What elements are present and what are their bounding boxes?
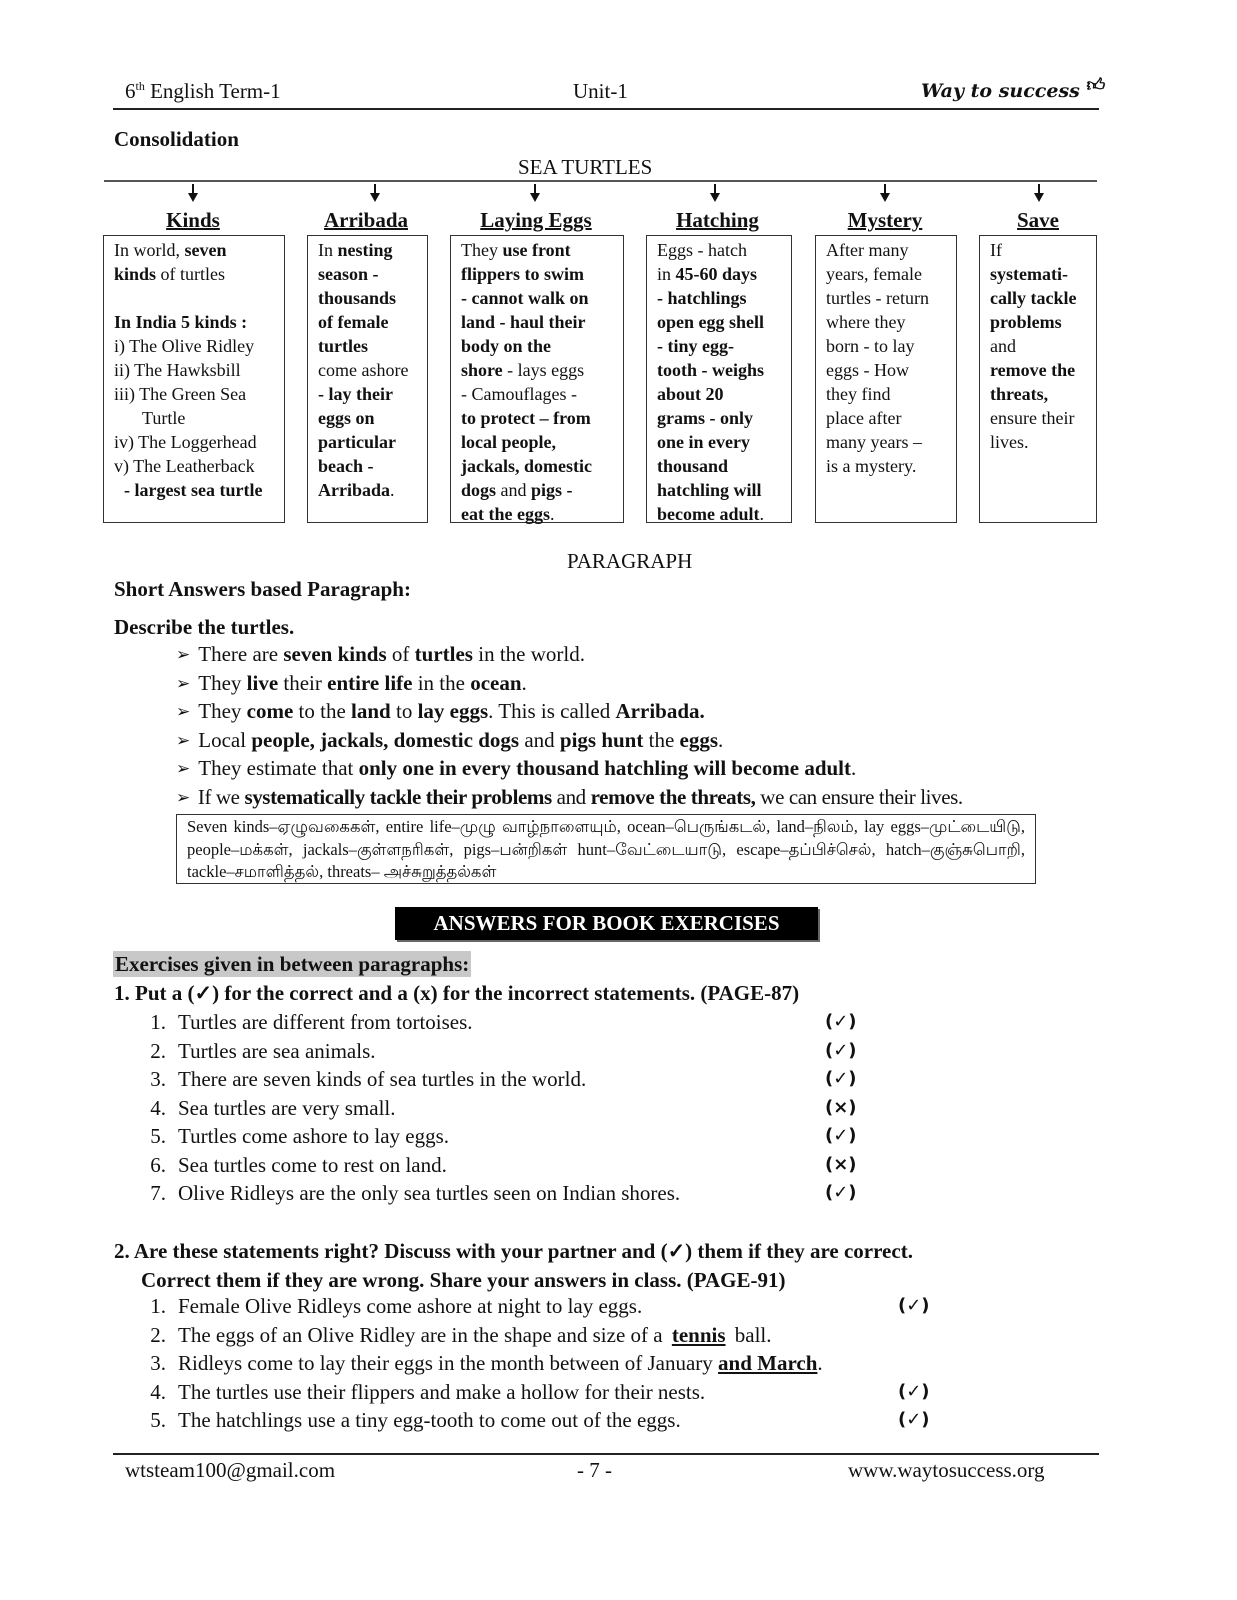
- correction-text: and March: [718, 1351, 818, 1375]
- item-number: 2.: [150, 1038, 166, 1063]
- item-number: 2.: [150, 1322, 166, 1347]
- text: In: [318, 240, 338, 260]
- bullet-item: [176, 698, 963, 727]
- highlighted-label: Exercises given in between paragraphs:: [115, 952, 470, 976]
- item-number: 1.: [150, 1294, 166, 1318]
- text: eggs: [679, 727, 719, 752]
- text: come ashore: [318, 360, 409, 380]
- text: .: [718, 727, 724, 752]
- text: we can ensure their lives.: [755, 784, 963, 809]
- brand-text: Way to success: [921, 80, 1080, 102]
- text: Arribada: [318, 480, 390, 500]
- header-grade: 6: [125, 79, 136, 103]
- text: entire life: [327, 670, 413, 695]
- item-text: Turtles are sea animals.: [178, 1038, 376, 1063]
- text: Local: [198, 727, 252, 752]
- text: born - to lay: [826, 336, 915, 356]
- text: turtles - return: [826, 288, 929, 308]
- item-number: 5.: [150, 1124, 166, 1148]
- exercise-2-title: [114, 1237, 913, 1294]
- exercise-1-item: [140, 1179, 880, 1208]
- text: of female: [318, 312, 389, 332]
- exercise-1-item: [140, 1151, 880, 1180]
- exercises-section-label: [113, 952, 471, 977]
- text: about 20: [657, 384, 724, 404]
- tamil-glossary-box: Seven kinds–ஏழுவகைகள், entire life–முழு வாழ்நாளையும், ocean–பெருங்கடல், land–நிலம், lay eggs–முட்டையிடு, people–மக்கள், jackals–குள்ளநரிகள், pigs–பன்றிகள் hunt–வேட்டையாடு, escape–தப்பிச்செல், hatch–குஞ்சுபொறி, tackle–சமாளித்தல், threats– அச்சுறுத்தல்கள்: [176, 814, 1036, 884]
- exercise-1-list: [140, 1008, 880, 1208]
- text: .: [549, 504, 555, 524]
- text: They estimate that: [198, 756, 359, 780]
- answer-mark: (✓): [825, 1068, 857, 1089]
- answer-mark: (✓): [898, 1380, 930, 1402]
- text: they find: [826, 384, 891, 404]
- text: in: [657, 264, 676, 284]
- text: to: [390, 699, 418, 723]
- text: They: [198, 670, 247, 695]
- item-text: [178, 1349, 823, 1378]
- text: land - haul their: [461, 312, 586, 332]
- exercise-1-item: [140, 1037, 880, 1066]
- text: and: [496, 480, 532, 500]
- text: particular: [318, 432, 396, 452]
- exercise-2-item: [140, 1406, 940, 1435]
- exercise-2-list: [140, 1292, 940, 1435]
- text: seven kinds: [283, 642, 387, 666]
- text: thousand: [657, 456, 729, 476]
- answers-banner: ANSWERS FOR BOOK EXERCISES: [395, 907, 818, 940]
- kind-item: v) The Leatherback: [114, 456, 255, 476]
- column-title-mystery: Mystery: [847, 208, 923, 232]
- text: eggs - How: [826, 360, 909, 380]
- text: turtles: [318, 336, 368, 356]
- text: open egg shell: [657, 312, 765, 332]
- text: - hatchlings: [657, 288, 747, 308]
- text: beach -: [318, 456, 374, 476]
- text: is a mystery.: [826, 456, 917, 476]
- text: .: [759, 504, 764, 524]
- column-title-hatching: Hatching: [676, 208, 759, 232]
- kind-item: iv) The Loggerhead: [114, 432, 257, 452]
- item-number: 4.: [150, 1379, 166, 1404]
- header-divider: [113, 108, 1099, 110]
- text: Arribada.: [615, 699, 705, 723]
- kind-note: - largest sea turtle: [124, 480, 263, 500]
- column-title-laying-eggs: Laying Eggs: [480, 208, 592, 232]
- column-title-arribada: Arribada: [324, 208, 408, 232]
- text: - tiny egg-: [657, 336, 734, 356]
- text: - cannot walk on: [461, 288, 589, 308]
- india-kinds-heading: In India 5 kinds :: [114, 312, 248, 332]
- answer-mark: (✓): [898, 1409, 930, 1430]
- answer-mark: (✓): [825, 1011, 857, 1032]
- text: . This is called: [488, 699, 616, 723]
- text: where they: [826, 312, 906, 332]
- text: systematically tackle their problems: [244, 784, 552, 809]
- text: threats,: [990, 384, 1049, 404]
- item-text: There are seven kinds of sea turtles in the world.: [178, 1067, 587, 1091]
- item-number: 4.: [150, 1095, 166, 1120]
- text: of: [386, 642, 415, 666]
- text: only one in every thousand hatchling will become adult: [358, 756, 852, 780]
- item-text: Female Olive Ridleys come ashore at night to lay eggs.: [178, 1294, 643, 1318]
- exercise-1-item: [140, 1008, 880, 1037]
- header-sup: th: [135, 79, 145, 93]
- text: the: [643, 727, 680, 752]
- text: .: [521, 670, 527, 695]
- text: lives.: [990, 432, 1029, 452]
- item-text: Turtles are different from tortoises.: [178, 1010, 473, 1034]
- column-title-kinds: Kinds: [166, 208, 220, 232]
- text: flippers to swim: [461, 264, 584, 284]
- text: many years –: [826, 432, 922, 452]
- text: eggs on: [318, 408, 375, 428]
- text: They: [198, 699, 247, 723]
- kind-item: Turtle: [142, 408, 186, 428]
- header-subject: English Term-1: [144, 79, 281, 103]
- text: There are: [198, 642, 284, 666]
- text: Eggs - hatch: [657, 240, 747, 260]
- laying-eggs-box: [450, 235, 624, 523]
- paragraph-question: Describe the turtles.: [114, 615, 295, 639]
- text: pigs hunt: [559, 727, 644, 752]
- footer-page-number: - 7 -: [577, 1458, 612, 1482]
- text: cally tackle: [990, 288, 1077, 308]
- text: kinds: [114, 264, 157, 284]
- text: grams - only: [657, 408, 753, 428]
- text: problems: [990, 312, 1062, 332]
- kind-item: ii) The Hawksbill: [114, 360, 241, 380]
- mystery-box: [815, 235, 957, 523]
- text: place after: [826, 408, 902, 428]
- item-number: 3.: [150, 1067, 166, 1091]
- item-number: 6.: [150, 1152, 166, 1177]
- consolidation-label: Consolidation: [114, 127, 239, 151]
- text: and: [990, 336, 1016, 356]
- item-number: 3.: [150, 1351, 166, 1375]
- text: nesting: [337, 240, 393, 260]
- header-unit: Unit-1: [573, 79, 628, 103]
- text: in the world.: [472, 642, 585, 666]
- footer-email: wtsteam100@gmail.com: [125, 1458, 336, 1482]
- item-text: Sea turtles are very small.: [178, 1095, 396, 1120]
- text: one in every: [657, 432, 750, 452]
- text: ball.: [729, 1322, 772, 1347]
- item-text: The turtles use their flippers and make a hollow for their nests.: [178, 1379, 706, 1404]
- text: live: [246, 670, 279, 695]
- tree-line: [104, 180, 1097, 182]
- text: systemati-: [990, 264, 1068, 284]
- text: The eggs of an Olive Ridley are in the shape and size of a: [178, 1322, 668, 1347]
- text: jackals, domestic: [461, 456, 592, 476]
- text: and: [519, 727, 560, 752]
- bullet-item: [176, 784, 963, 813]
- text: season -: [318, 264, 379, 284]
- item-text: Olive Ridleys are the only sea turtles seen on Indian shores.: [178, 1181, 681, 1205]
- answer-mark: (✓): [825, 1182, 857, 1203]
- item-number: 5.: [150, 1408, 166, 1432]
- text: If: [990, 240, 1002, 260]
- bullet-item: [176, 670, 963, 699]
- exercise-2-item: [140, 1292, 940, 1321]
- arribada-box: [307, 235, 428, 523]
- text: .: [851, 756, 857, 780]
- text: seven: [184, 240, 227, 260]
- paragraph-heading: PARAGRAPH: [567, 549, 693, 573]
- bullet-item: [176, 641, 963, 670]
- item-text: [178, 1321, 772, 1350]
- item-text: The hatchlings use a tiny egg-tooth to come out of the eggs.: [178, 1408, 681, 1432]
- text: dogs: [461, 480, 497, 500]
- exercise-2-item: [140, 1349, 940, 1378]
- text: body on the: [461, 336, 552, 356]
- answer-mark: (✓): [825, 1125, 857, 1146]
- text: ocean: [470, 670, 522, 695]
- text: - lay their: [318, 384, 393, 404]
- exercise-1-item: [140, 1122, 880, 1151]
- text: pigs -: [531, 480, 573, 500]
- text: hatchling will: [657, 480, 762, 500]
- exercise-1-title: 1. Put a (✓) for the correct and a (x) for the incorrect statements. (PAGE-87): [114, 981, 800, 1005]
- text: thousands: [318, 288, 397, 308]
- bullet-item: [176, 727, 963, 756]
- exercise-2-item: [140, 1378, 940, 1407]
- answer-mark: (×): [825, 1153, 857, 1175]
- text: ensure their: [990, 408, 1075, 428]
- text: come: [246, 699, 294, 723]
- hatching-box: [646, 235, 792, 523]
- text: 45-60 days: [675, 264, 758, 284]
- text: of turtles: [156, 264, 226, 284]
- item-number: 7.: [150, 1181, 166, 1205]
- text: eat the eggs: [461, 504, 550, 524]
- column-title-save: Save: [1017, 208, 1059, 232]
- text: .: [817, 1351, 823, 1375]
- text: lay eggs: [417, 699, 489, 723]
- text: - lays eggs: [502, 360, 585, 380]
- paragraph-subheading: Short Answers based Paragraph:: [114, 577, 411, 601]
- text: Ridleys come to lay their eggs in the month between of January: [178, 1351, 719, 1375]
- kind-item: iii) The Green Sea: [114, 384, 247, 404]
- item-text: Sea turtles come to rest on land.: [178, 1152, 447, 1177]
- answer-mark: (✓): [898, 1295, 930, 1316]
- text: to protect – from: [461, 408, 591, 428]
- kinds-box: [103, 235, 285, 523]
- text: remove the: [990, 360, 1076, 380]
- answer-mark: (✓): [825, 1039, 857, 1061]
- text: If we: [197, 784, 245, 809]
- sea-turtles-title: SEA TURTLES: [518, 155, 653, 179]
- text: After many: [826, 240, 909, 260]
- header-brand: [921, 75, 1106, 102]
- text: - Camouflages -: [461, 384, 577, 404]
- item-text: Turtles come ashore to lay eggs.: [178, 1124, 450, 1148]
- thumbs-up-icon: 👍︎: [1086, 75, 1106, 96]
- footer-divider: [113, 1453, 1099, 1455]
- answer-mark: (×): [825, 1096, 857, 1118]
- kind-item: i) The Olive Ridley: [114, 336, 255, 356]
- text: become adult: [657, 504, 760, 524]
- exercise-2-item: [140, 1321, 940, 1350]
- correction-text: tennis: [671, 1322, 726, 1347]
- exercise-1-item: [140, 1094, 880, 1123]
- exercise-2-title-line1: 2. Are these statements right? Discuss with your partner and (✓) them if they are correct.: [114, 1239, 913, 1263]
- text: tooth - weighs: [657, 360, 764, 380]
- header-left: [125, 79, 281, 104]
- text: their: [278, 670, 328, 695]
- save-box: [979, 235, 1097, 523]
- text: people, jackals, domestic dogs: [251, 727, 520, 752]
- text: turtles: [414, 642, 473, 666]
- item-number: 1.: [150, 1010, 166, 1034]
- bullet-item: [176, 755, 963, 784]
- exercise-1-item: [140, 1065, 880, 1094]
- text: use front: [502, 240, 571, 260]
- text: and: [551, 784, 591, 809]
- footer-website: www.waytosuccess.org: [848, 1458, 1045, 1482]
- text: They: [461, 240, 503, 260]
- answer-bullets: [176, 641, 963, 812]
- text: remove the threats,: [590, 784, 756, 809]
- text: to the: [293, 699, 352, 723]
- text: local people,: [461, 432, 556, 452]
- text: in the: [412, 670, 471, 695]
- text: years, female: [826, 264, 922, 284]
- exercise-2-title-line2: Correct them if they are wrong. Share your answers in class. (PAGE-91): [141, 1267, 786, 1292]
- text: shore: [461, 360, 503, 380]
- text: .: [390, 480, 395, 500]
- text: In world,: [114, 240, 185, 260]
- text: land: [351, 699, 391, 723]
